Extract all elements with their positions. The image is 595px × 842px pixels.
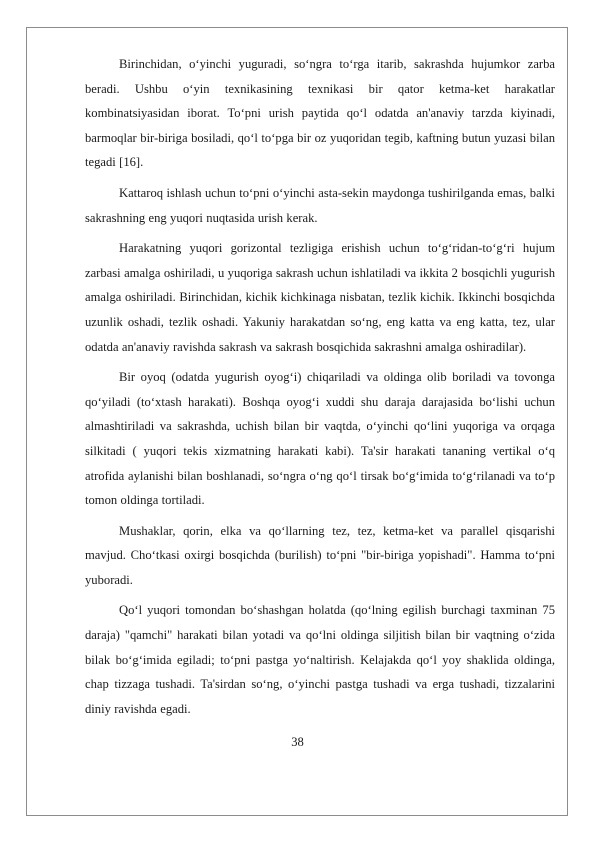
paragraph: Mushaklar, qorin, elka va qo‘llarning tez, tez, ketma-ket va parallel qisqarishi mavjud. Cho‘tkasi oxirgi bosqichda (burilish) to‘pni "bir-biriga yopishadi". Hamma to‘pni yuboradi. — [85, 523, 555, 587]
paragraph: Kattaroq ishlash uchun to‘pni o‘yinchi asta-sekin maydonga tushirilganda emas, balki sakrashning eng yuqori nuqtasida urish kerak. — [85, 185, 555, 225]
page-number: 38 — [291, 735, 304, 749]
paragraph: Qo‘l yuqori tomondan bo‘shashgan holatda (qo‘lning egilish burchagi taxminan 75 daraja) "qamchi" harakati bilan yotadi va qo‘lni oldinga siljitish bilan bir vaqtning o‘zida bilak bo‘g‘imida egiladi; to‘pni pastga yo‘naltirish. Kelajakda qo‘l yoy shaklida oldinga, chap tizzaga tushadi. Ta'sirdan so‘ng, o‘yinchi pastga tushadi va erga tushadi, tizzalarini diniy ravishda egadi. — [85, 603, 555, 716]
document-body — [85, 52, 555, 727]
paragraph: Birinchidan, o‘yinchi yuguradi, so‘ngra to‘rga itarib, sakrashda hujumkor zarba beradi. Ushbu o‘yin texnikasining texnikasi bir qator ketma-ket harakatlar kombinatsiyasidan iborat. To‘pni urish paytida qo‘l odatda an'anaviy tarzda kiyinadi, barmoqlar bir-biriga bosiladi, qo‘l to‘pga bir oz yuqoridan tegib, kaftning butun yuzasi bilan tegadi [16]. — [85, 57, 555, 170]
paragraph: Bir oyoq (odatda yugurish oyog‘i) chiqariladi va oldinga olib boriladi va tovonga qo‘yiladi (to‘xtash harakati). Boshqa oyog‘i xuddi shu daraja darajasida bo‘lishi uchun almashtiriladi va sakrashda, uchish bilan bir vaqtda, o‘yinchi qo‘lini yuqoriga va orqaga silkitadi ( yuqori tekis xizmatning harakati kabi). Ta'sir harakati tananing vertikal o‘q atrofida aylanishi bilan boshlanadi, so‘ngra o‘ng qo‘l tirsak bo‘g‘imida to‘g‘rilanadi va to‘p tomon oldinga tortiladi. — [85, 370, 555, 508]
paragraph: Harakatning yuqori gorizontal tezligiga erishish uchun to‘g‘ridan-to‘g‘ri hujum zarbasi amalga oshiriladi, u yuqoriga sakrash uchun ishlatiladi va ikkita 2 bosqichli yugurish amalga oshiriladi. Birinchidan, kichik kichkinaga nisbatan, tezlik kichik. Ikkinchi bosqichda uzunlik oshadi, tezlik oshadi. Yakuniy harakatdan so‘ng, eng katta va eng katta, tez, ular odatda an'anaviy ravishda sakrash va sakrash bosqichida sakrashni amalga oshiradilar). — [85, 241, 555, 354]
